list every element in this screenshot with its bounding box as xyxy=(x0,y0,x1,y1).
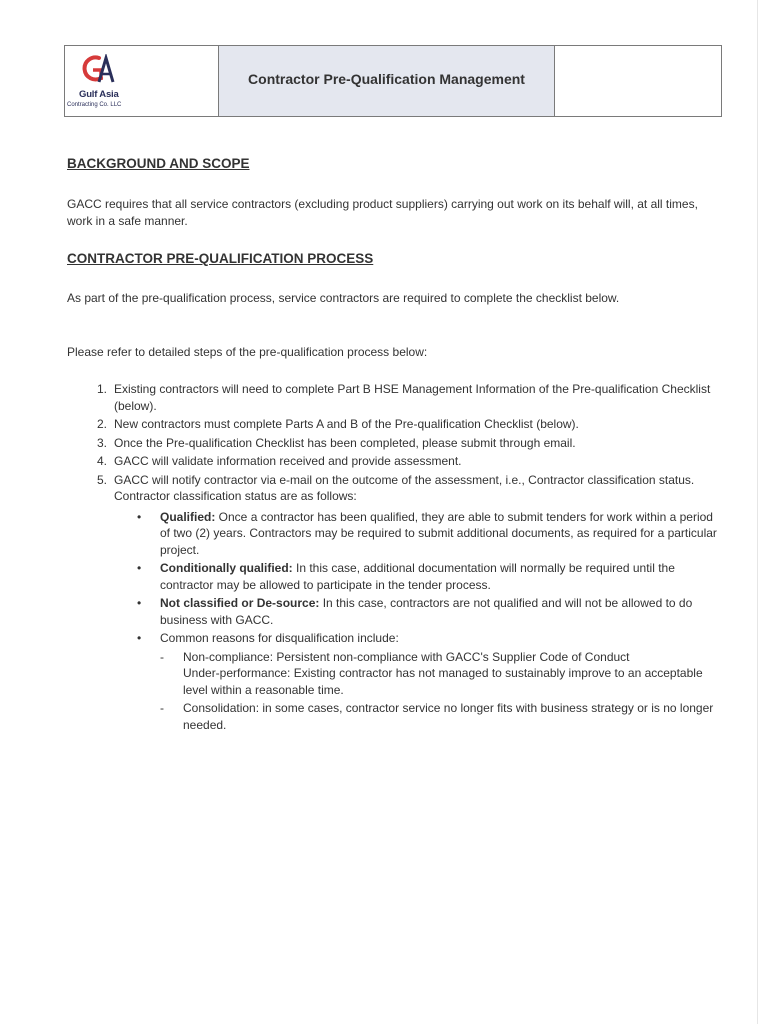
prequal-steps-intro: Please refer to detailed steps of the pre-qualification process below: xyxy=(67,345,428,359)
step-text: GACC will notify contractor via e-mail on the outcome of the assessment, i.e., Contractor classification status. Contractor classification status are as follows: xyxy=(114,472,695,503)
classification-item xyxy=(135,595,719,628)
prequal-steps-list xyxy=(89,381,719,735)
background-scope-paragraph: GACC requires that all service contractors (excluding product suppliers) carrying out work on its behalf will, at all times, work in a safe manner. xyxy=(67,197,698,228)
disqualification-reasons-item xyxy=(135,630,719,733)
reason-line: Non-compliance: Persistent non-compliance with GACC's Supplier Code of Conduct xyxy=(183,649,630,664)
classification-term: Conditionally qualified: xyxy=(160,561,293,575)
prequal-process-heading: CONTRACTOR PRE-QUALIFICATION PROCESS xyxy=(67,251,374,266)
classification-text: In this case, contractors are not qualified and will not be allowed to do business with GACC. xyxy=(160,596,693,627)
step-item xyxy=(89,416,719,433)
reason-line: Consolidation: in some cases, contractor service no longer fits with business strategy or is no longer needed. xyxy=(183,701,714,732)
classification-status-list xyxy=(114,509,719,734)
disqualification-reasons-list xyxy=(160,649,719,734)
step-item xyxy=(89,453,719,470)
classification-term: Qualified: xyxy=(160,509,216,524)
bullet-marker: • xyxy=(137,561,142,575)
document-title: Contractor Pre-Qualification Management xyxy=(248,71,525,87)
disqualification-intro: Common reasons for disqualification include: xyxy=(160,631,399,645)
step-item xyxy=(89,472,719,734)
bullet-marker: • xyxy=(137,596,142,610)
step-number: 1. xyxy=(96,382,107,396)
title-cell xyxy=(219,46,555,116)
gacc-logo-icon xyxy=(79,54,115,86)
bullet-marker: • xyxy=(137,631,142,645)
step-item xyxy=(89,381,719,414)
step-number: 2. xyxy=(96,417,107,431)
step-number: 5. xyxy=(96,472,107,487)
step-text: New contractors must complete Parts A and B of the Pre-qualification Checklist (below). xyxy=(114,417,579,431)
dash-marker: - xyxy=(160,701,164,715)
classification-term: Not classified or De-source: xyxy=(160,596,320,610)
blank-cell xyxy=(555,46,721,116)
classification-text: In this case, additional documentation will normally be required until the contractor may be allowed to participate in the tender process. xyxy=(160,561,675,592)
reason-line: Under-performance: Existing contractor has not managed to sustainably improve to an acceptable level within a reasonable time. xyxy=(183,666,703,697)
step-number: 4. xyxy=(96,454,107,468)
step-text: GACC will validate information received and provide assessment. xyxy=(114,454,462,468)
reason-item xyxy=(160,700,719,733)
reason-item xyxy=(160,649,719,699)
classification-text: Once a contractor has been qualified, they are able to submit tenders for work within a period of two (2) years. Contractors may be required to submit additional documents, as required for a particular project. xyxy=(160,509,717,557)
step-number: 3. xyxy=(96,435,107,450)
step-item xyxy=(89,435,719,452)
classification-item xyxy=(135,560,719,593)
page-edge xyxy=(757,0,758,1024)
logo-company-name: Gulf Asia xyxy=(79,89,119,100)
logo-company-subtitle: Contracting Co. LLC xyxy=(67,102,122,108)
step-text: Once the Pre-qualification Checklist has been completed, please submit through email. xyxy=(114,435,576,450)
classification-item xyxy=(135,509,719,559)
dash-marker: - xyxy=(160,649,164,664)
background-scope-heading: BACKGROUND AND SCOPE xyxy=(67,156,250,171)
logo-cell xyxy=(65,46,219,116)
prequal-intro-paragraph: As part of the pre-qualification process, service contractors are required to complete the checklist below. xyxy=(67,291,620,305)
document-header xyxy=(64,45,722,117)
bullet-marker: • xyxy=(137,509,142,524)
step-text: Existing contractors will need to complete Part B HSE Management Information of the Pre-qualification Checklist (below). xyxy=(114,382,711,413)
